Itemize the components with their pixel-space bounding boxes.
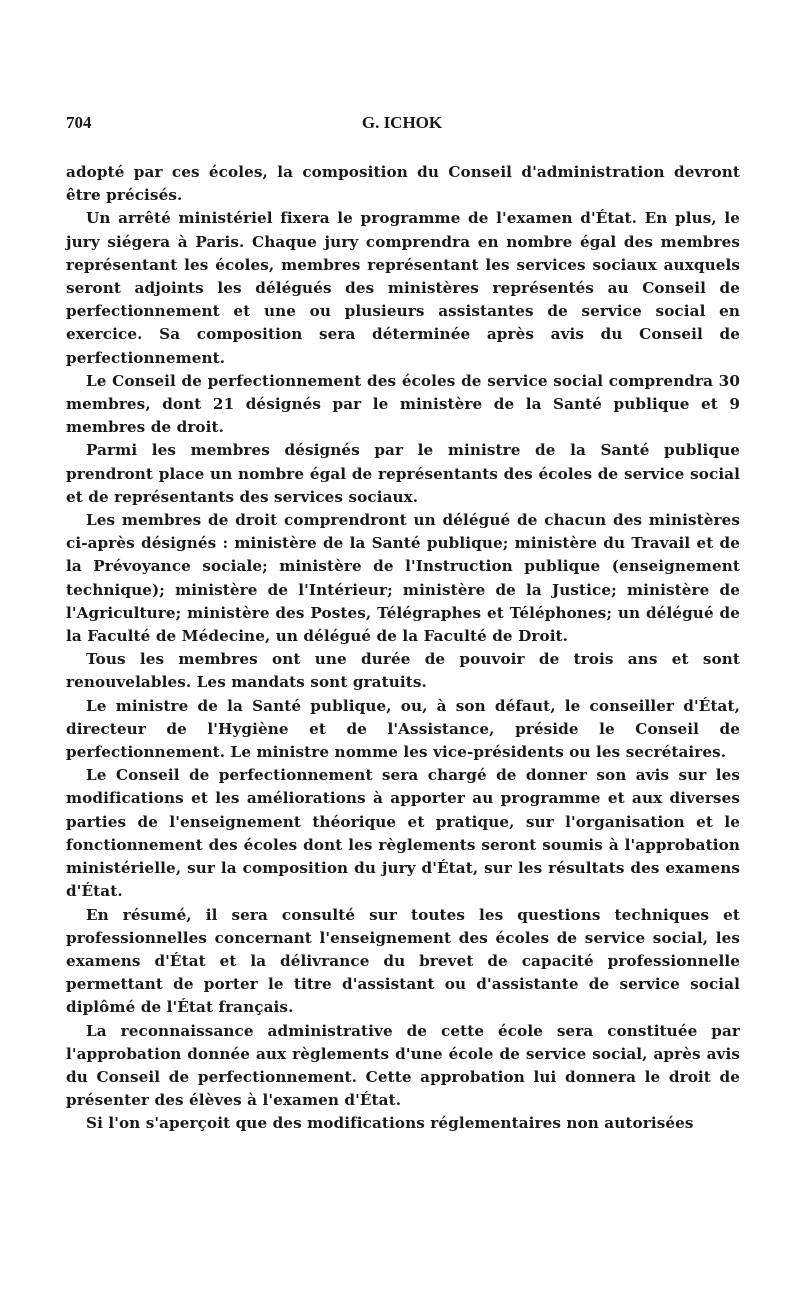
paragraph: Tous les membres ont une durée de pouvoir de trois ans et sont renouvelables. Les mandats sont gratuits.: [66, 650, 740, 692]
paragraph: Un arrêté ministériel fixera le programme de l'examen d'État. En plus, le jury siégera à Paris. Chaque jury comprendra en nombre égal des membres représentant les écoles, membres représentant les services sociaux auxquels seront adjoints les délégués des ministères représentés au Conseil de perfectionnement et une ou plusieurs assistantes de service social en exercice. Sa composition sera déterminée après avis du Conseil de perfectionnement.: [66, 209, 740, 367]
paragraph: En résumé, il sera consulté sur toutes les questions techniques et professionnelles concernant l'enseignement des écoles de service social, les examens d'État et la délivrance du brevet de capacité professionnelle permettant de porter le titre d'assistant ou d'assistante de service social diplômé de l'État français.: [66, 905, 740, 1017]
running-head-author: G. ICHOK: [361, 113, 443, 132]
paragraph: Le Conseil de perfectionnement sera chargé de donner son avis sur les modifications et les améliorations à apporter au programme et aux diverses parties de l'enseignement théorique et pratique, sur l'organisation et le fonctionnement des écoles dont les règlements seront soumis à l'approbation ministérielle, sur la composition du jury d'État, sur les résultats des examens d'État.: [66, 766, 740, 901]
paragraph: Parmi les membres désignés par le ministre de la Santé publique prendront place un nombre égal de représentants des écoles de service social et de représentants des services sociaux.: [66, 441, 740, 506]
page-number: 704: [66, 113, 92, 132]
page-header: [66, 113, 738, 137]
paragraph: Le ministre de la Santé publique, ou, à son défaut, le conseiller d'État, directeur de l'Hygiène et de l'Assistance, préside le Conseil de perfectionnement. Le ministre nomme les vice-présidents ou les secrétaires.: [66, 696, 740, 762]
paragraph: adopté par ces écoles, la composition du Conseil d'administration devront être précisés.: [66, 163, 740, 205]
paragraph: Si l'on s'aperçoit que des modifications réglementaires non autorisées: [86, 1114, 694, 1133]
body-text: [66, 161, 740, 1136]
paragraph: Les membres de droit comprendront un délégué de chacun des ministères ci-après désignés : ministère de la Santé publique; ministère du Travail et de la Prévoyance sociale; ministère de l'Instruction publique (enseignement technique); ministère de l'Intérieur; ministère de la Justice; ministère de l'Agriculture; ministère des Postes, Télégraphes et Téléphones; un délégué de la Faculté de Médecine, un délégué de la Faculté de Droit.: [66, 511, 740, 646]
paragraph: Le Conseil de perfectionnement des écoles de service social comprendra 30 membres, dont 21 désignés par le ministère de la Santé publique et 9 membres de droit.: [66, 371, 740, 437]
paragraph: La reconnaissance administrative de cette école sera constituée par l'approbation donnée aux règlements d'une école de service social, après avis du Conseil de perfectionnement. Cette approbation lui donnera le droit de présenter des élèves à l'examen d'État.: [66, 1021, 740, 1110]
